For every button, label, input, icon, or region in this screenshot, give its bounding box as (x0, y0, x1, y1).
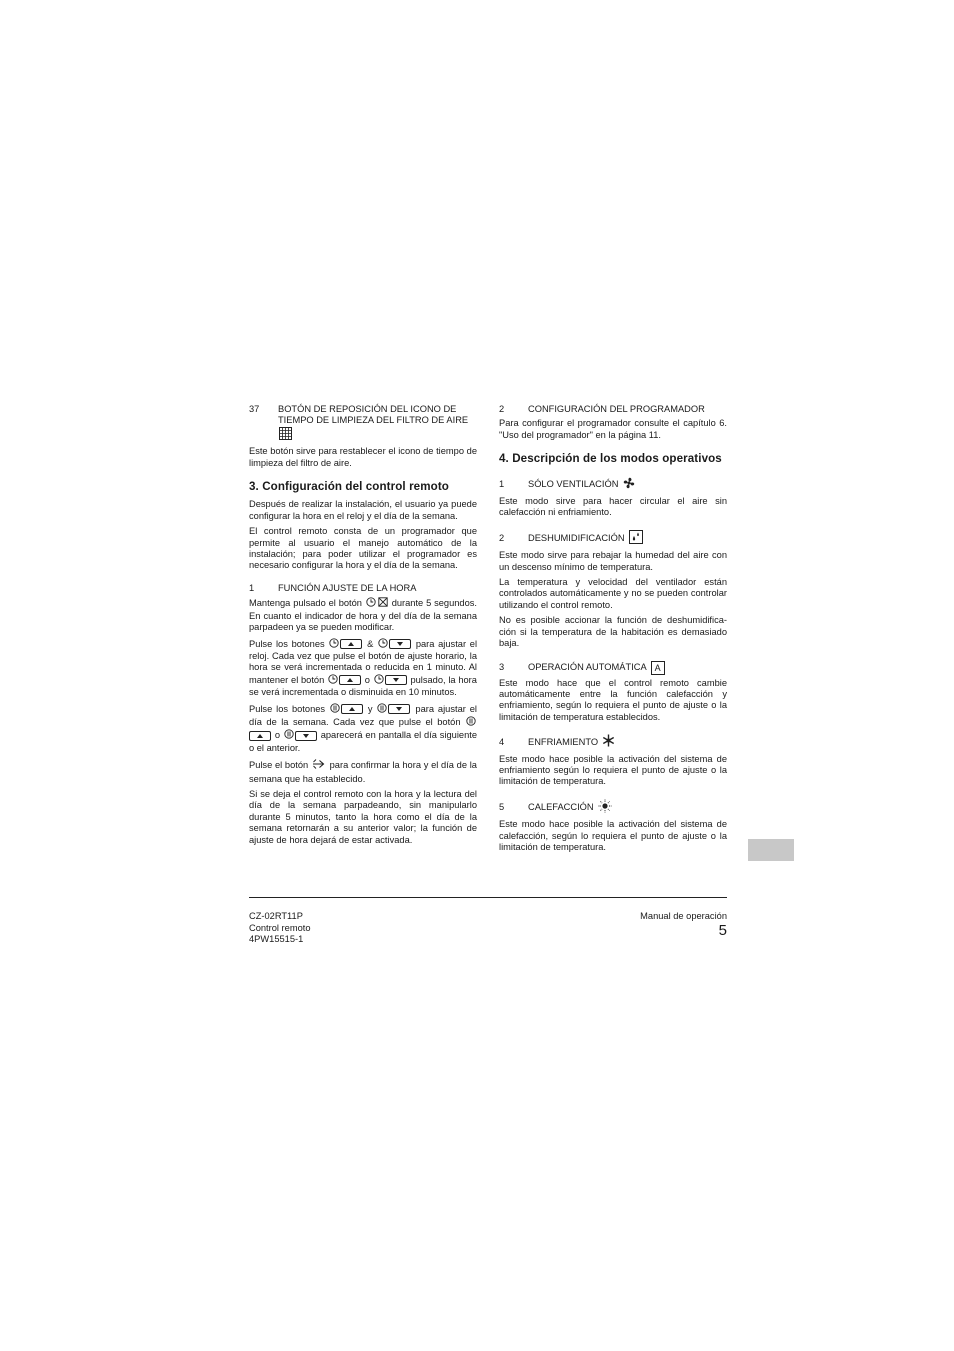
paragraph: Este modo hace posible la activación del sistema de calefacción, según lo requiera el punto de ajuste o la limitación de temperatura. (499, 819, 727, 852)
product-name: Control remoto (249, 922, 311, 933)
paragraph: El control remoto consta de un programador que permite al usuario el manejo automático de la instalación; para poder utilizar el programador es necesario configurar la hora y el día de la semana. (249, 526, 477, 571)
paragraph: Pulse los botones & para ajustar el reloj. Cada vez que pulse el botón de ajuste horario, la hora se verá incrementada o reducida en 1 minuto. Al mantener el botón o pulsado, la hora se verá incrementada o disminuida en 10 minutos. (249, 638, 478, 698)
day-icon (330, 703, 340, 716)
paragraph: No es posible accionar la función de deshumidifica-ción si la temperatura de la habitación es demasiado baja. (499, 615, 727, 649)
model-code: CZ-02RT11P (249, 911, 303, 921)
auto-icon: A (651, 661, 665, 675)
fan-icon (622, 476, 636, 493)
up-button-icon (339, 675, 361, 685)
item-title: BOTÓN DE REPOSICIÓN DEL ICONO DE TIEMPO DE LIMPIEZA DEL FILTRO DE AIRE (278, 404, 469, 426)
paragraph: Este modo hace posible la activación del sistema de enfriamiento según lo requiera el punto de ajuste o la limitación de temperatura. (499, 753, 727, 787)
mode-2-heading: 2 DESHUMIDIFICACIÓN (499, 530, 727, 547)
day-icon (377, 703, 387, 716)
subheading-2: 2 CONFIGURACIÓN DEL PROGRAMADOR (499, 404, 705, 414)
mode-5-heading: 5 CALEFACCIÓN (499, 799, 727, 816)
clock-icon (366, 597, 376, 610)
paragraph: Este modo sirve para hacer circular el aire sin calefacción ni enfriamiento. (499, 496, 727, 518)
manual-title: Manual de operación (640, 911, 727, 921)
clock-icon (374, 674, 384, 687)
mode-1-heading: 1 SÓLO VENTILACIÓN (499, 476, 727, 493)
footer-rule (249, 897, 727, 898)
down-button-icon (388, 704, 410, 714)
paragraph: Mantenga pulsado el botón durante 5 segundos. En cuanto el indicador de hora y del día de la semana parpadeen ya se pueden modificar. (249, 598, 477, 633)
up-button-icon (340, 639, 362, 649)
sun-icon (598, 799, 612, 816)
paragraph: Este botón sirve para restablecer el icono de tiempo de limpieza del filtro de aire. (249, 446, 477, 468)
section-heading-4: 4. Descripción de los modos operativos (499, 452, 722, 466)
subheading-1: 1 FUNCIÓN AJUSTE DE LA HORA (249, 582, 417, 593)
paragraph: Después de realizar la instalación, el usuario ya puede configurar la hora en el reloj y el día de la semana. (249, 499, 477, 521)
section-heading-3: 3. Configuración del control remoto (249, 480, 449, 494)
up-button-icon (341, 704, 363, 714)
paragraph: Este modo hace que el control remoto cambie automáticamente entre la función calefacción y enfriamiento, según lo requiera el punto de ajuste o la limitación de temperatura establecidos. (499, 677, 727, 722)
paragraph: Pulse el botón para confirmar la hora y el día de la semana que ha establecido. (249, 758, 477, 785)
down-button-icon (385, 675, 407, 685)
enter-arrow-icon (312, 758, 326, 773)
page-number: 5 (718, 922, 727, 939)
snowflake-icon (602, 734, 615, 750)
paragraph: La temperatura y velocidad del ventilador están controlados automáticamente y no se pueden controlar utilizando el control remoto. (499, 577, 727, 610)
footer-left (249, 911, 311, 946)
dehumidify-icon (629, 530, 643, 547)
down-button-icon (389, 639, 411, 649)
clock-icon (328, 674, 338, 687)
language-tab-marker (748, 839, 794, 861)
day-icon (284, 729, 294, 742)
mode-4-heading: 4 ENFRIAMIENTO (499, 734, 727, 750)
paragraph: Pulse los botones y para ajustar el día de la semana. Cada vez que pulse el botón o aparecerá en pantalla el día siguiente o el anterior. (249, 703, 478, 753)
clock-reset-icon (378, 597, 388, 610)
paragraph: Si se deja el control remoto con la hora y la lectura del día de la semana parpadeando, sin manipularlo durante 5 minutos, tanto la hora como el día de la semana retornarán a su anterior valor; la función de ajuste de hora dejará de estar activada. (249, 788, 477, 845)
down-button-icon (295, 731, 317, 741)
day-icon (466, 716, 476, 729)
document-code: 4PW15515-1 (249, 934, 304, 945)
up-button-icon (249, 731, 271, 741)
filter-grid-icon (279, 427, 292, 443)
item-number: 37 (249, 404, 260, 414)
item-37 (249, 404, 477, 443)
mode-3-heading: 3 OPERACIÓN AUTOMÁTICA A (499, 661, 727, 675)
paragraph: Este modo sirve para rebajar la humedad del aire con un descenso mínimo de temperatura. (499, 550, 727, 572)
right-column (499, 404, 727, 857)
clock-icon (329, 638, 339, 651)
left-column (249, 404, 477, 850)
paragraph: Para configurar el programador consulte el capítulo 6. "Uso del programador" en la página 11. (499, 418, 727, 440)
clock-icon (378, 638, 388, 651)
